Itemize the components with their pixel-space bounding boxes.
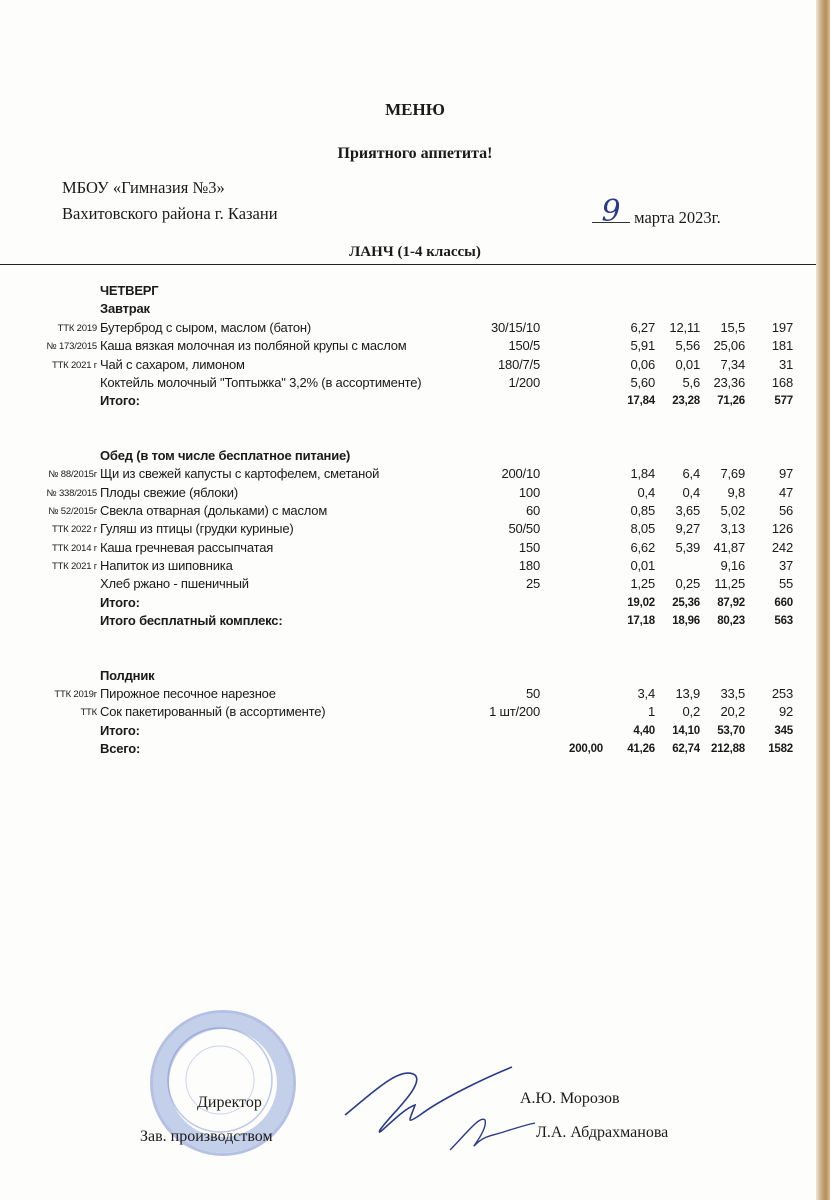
total-kcal: 563: [774, 615, 793, 628]
total-protein: 41,26: [627, 743, 655, 756]
dish-name: Пирожное песочное нарезное: [100, 686, 276, 702]
dish-name: Щи из свежей капусты с картофелем, сметаной: [100, 466, 380, 482]
portion: 180/7/5: [498, 356, 540, 372]
protein: 8,05: [630, 521, 655, 537]
date-day: 9: [592, 202, 630, 223]
fat: 0,01: [675, 356, 700, 372]
protein: 1,25: [630, 576, 655, 592]
portion: 1 шт/200: [489, 704, 540, 720]
menu-item-row: [0, 357, 816, 375]
carbs: 7,34: [720, 356, 745, 372]
dish-name: Сок пакетированный (в ассортименте): [100, 704, 326, 720]
recipe-code: ТТК 2021 г: [51, 359, 97, 371]
fat: 5,56: [675, 338, 700, 354]
menu-item-row: [0, 503, 816, 521]
carbs: 7,69: [720, 466, 745, 482]
fat: 0,2: [682, 704, 700, 720]
total-label: Всего:: [100, 741, 141, 757]
carbs: 15,5: [720, 319, 745, 335]
total-protein: 4,40: [633, 724, 655, 737]
protein: 1,84: [630, 466, 655, 482]
recipe-code: ТТК: [80, 707, 97, 719]
menu-item-row: [0, 466, 816, 484]
carbs: 9,16: [720, 558, 745, 574]
portion: 25: [525, 576, 540, 592]
dish-name: Бутерброд с сыром, маслом (батон): [100, 319, 311, 335]
portion: 30/15/10: [490, 319, 540, 335]
menu-item-row: [0, 686, 816, 704]
portion: 50: [525, 686, 540, 702]
carbs: 3,13: [720, 521, 745, 537]
org-district: Вахитовского района г. Казани: [62, 204, 278, 223]
recipe-code: № 173/2015: [46, 341, 97, 353]
kcal: 181: [771, 338, 793, 354]
director-name: А.Ю. Морозов: [520, 1090, 620, 1107]
total-fat: 14,10: [672, 724, 700, 737]
total-row: [0, 741, 816, 759]
kcal: 56: [778, 502, 793, 518]
protein: 3,4: [637, 686, 655, 702]
dish-name: Коктейль молочный "Топтыжка" 3,2% (в ассортименте): [100, 374, 422, 390]
fat: 12,11: [669, 319, 700, 335]
protein: 6,27: [630, 319, 655, 335]
kcal: 253: [771, 686, 793, 702]
recipe-code: ТТК 2021 г: [51, 561, 97, 573]
total-price: 200,00: [569, 743, 603, 756]
total-carbs: 80,23: [717, 615, 745, 628]
paper-edge: [816, 0, 830, 1200]
menu-table: [0, 283, 816, 760]
protein: 0,06: [630, 356, 655, 372]
total-kcal: 577: [774, 395, 793, 408]
total-carbs: 53,70: [717, 724, 745, 737]
carbs: 41,87: [713, 539, 745, 555]
portion: 200/10: [501, 466, 540, 482]
meal-header: [0, 301, 816, 319]
fat: 5,6: [682, 374, 700, 390]
total-kcal: 1582: [768, 743, 793, 756]
fat: 5,39: [675, 539, 700, 555]
recipe-code: № 52/2015г: [48, 505, 97, 517]
page-title: МЕНЮ: [385, 100, 445, 119]
page-subtitle: Приятного аппетита!: [337, 145, 493, 162]
menu-item-row: [0, 375, 816, 393]
total-kcal: 660: [774, 596, 793, 609]
carbs: 11,25: [714, 576, 745, 592]
protein: 0,01: [630, 558, 655, 574]
fat: 9,27: [675, 521, 700, 537]
kcal: 97: [778, 466, 793, 482]
org-name: МБОУ «Гимназия №3»: [62, 178, 225, 197]
divider: [0, 264, 816, 265]
director-label: Директор: [197, 1094, 262, 1111]
kcal: 242: [771, 539, 793, 555]
total-protein: 17,84: [627, 395, 655, 408]
fat: 6,4: [682, 466, 700, 482]
menu-item-row: [0, 521, 816, 539]
recipe-code: ТТК 2019: [57, 322, 97, 334]
fat: 3,65: [675, 502, 700, 518]
kcal: 168: [771, 374, 793, 390]
total-label: Итого:: [100, 722, 140, 738]
protein: 5,60: [630, 374, 655, 390]
portion: 180: [518, 558, 540, 574]
recipe-code: ТТК 2022 г: [51, 524, 97, 536]
weekday: ЧЕТВЕРГ: [100, 283, 159, 298]
section-title: ЛАНЧ (1-4 классы): [349, 244, 481, 260]
kcal: 92: [778, 704, 793, 720]
menu-date: [592, 194, 721, 229]
total-fat: 23,28: [672, 395, 700, 408]
portion: 150/5: [508, 338, 540, 354]
carbs: 9,8: [727, 484, 745, 500]
total-row: [0, 613, 816, 631]
fat: 0,25: [675, 576, 700, 592]
recipe-code: № 338/2015: [46, 487, 97, 499]
dish-name: Каша гречневая рассыпчатая: [100, 539, 274, 555]
total-fat: 62,74: [672, 743, 700, 756]
kcal: 197: [771, 319, 793, 335]
protein: 0,4: [637, 484, 655, 500]
production-signature-icon: [440, 1105, 540, 1165]
total-kcal: 345: [774, 724, 793, 737]
kcal: 55: [778, 576, 793, 592]
dish-name: Каша вязкая молочная из полбяной крупы с маслом: [100, 338, 407, 354]
carbs: 25,06: [713, 338, 745, 354]
carbs: 5,02: [720, 502, 745, 518]
total-label: Итого:: [100, 594, 140, 610]
total-carbs: 71,26: [717, 395, 745, 408]
recipe-code: ТТК 2019г: [54, 689, 97, 701]
portion: 60: [525, 502, 540, 518]
portion: 100: [518, 484, 540, 500]
menu-item-row: [0, 320, 816, 338]
total-label: Итого:: [100, 393, 140, 409]
portion: 1/200: [508, 374, 540, 390]
fat: 13,9: [675, 686, 700, 702]
carbs: 33,5: [720, 686, 745, 702]
menu-item-row: [0, 338, 816, 356]
production-name: Л.А. Абдрахманова: [536, 1124, 669, 1141]
menu-item-row: [0, 704, 816, 722]
recipe-code: № 88/2015г: [48, 469, 97, 481]
portion: 50/50: [508, 521, 540, 537]
total-carbs: 87,92: [717, 596, 745, 609]
total-fat: 18,96: [672, 615, 700, 628]
menu-item-row: [0, 540, 816, 558]
dish-name: Свекла отварная (дольками) с маслом: [100, 502, 328, 518]
meal-header: [0, 668, 816, 686]
kcal: 47: [778, 484, 793, 500]
protein: 1: [647, 704, 655, 720]
carbs: 23,36: [713, 374, 745, 390]
total-carbs: 212,88: [711, 743, 745, 756]
dish-name: Напиток из шиповника: [100, 558, 233, 574]
meal-header: [0, 448, 816, 466]
meal-title: Обед (в том числе бесплатное питание): [100, 447, 351, 463]
fat: 0,4: [682, 484, 700, 500]
total-protein: 19,02: [627, 596, 655, 609]
kcal: 126: [771, 521, 793, 537]
portion: 150: [518, 539, 540, 555]
menu-item-row: [0, 576, 816, 594]
meal-title: Полдник: [100, 667, 155, 683]
menu-item-row: [0, 558, 816, 576]
total-row: [0, 595, 816, 613]
dish-name: Плоды свежие (яблоки): [100, 484, 238, 500]
date-month-year: марта 2023г.: [634, 208, 721, 227]
menu-item-row: [0, 485, 816, 503]
weekday-row: [0, 283, 816, 301]
protein: 5,91: [630, 338, 655, 354]
spacer: [0, 412, 816, 448]
total-row: [0, 723, 816, 741]
carbs: 20,2: [720, 704, 745, 720]
total-protein: 17,18: [627, 615, 655, 628]
dish-name: Хлеб ржано - пшеничный: [100, 576, 249, 592]
production-label: Зав. производством: [140, 1128, 273, 1145]
kcal: 37: [778, 558, 793, 574]
protein: 0,85: [630, 502, 655, 518]
kcal: 31: [778, 356, 793, 372]
meal-title: Завтрак: [100, 301, 150, 317]
total-row: [0, 393, 816, 411]
recipe-code: ТТК 2014 г: [51, 542, 97, 554]
dish-name: Чай с сахаром, лимоном: [100, 356, 245, 372]
dish-name: Гуляш из птицы (грудки куриные): [100, 521, 294, 537]
spacer: [0, 632, 816, 668]
protein: 6,62: [630, 539, 655, 555]
total-label: Итого бесплатный комплекс:: [100, 613, 283, 629]
total-fat: 25,36: [672, 596, 700, 609]
